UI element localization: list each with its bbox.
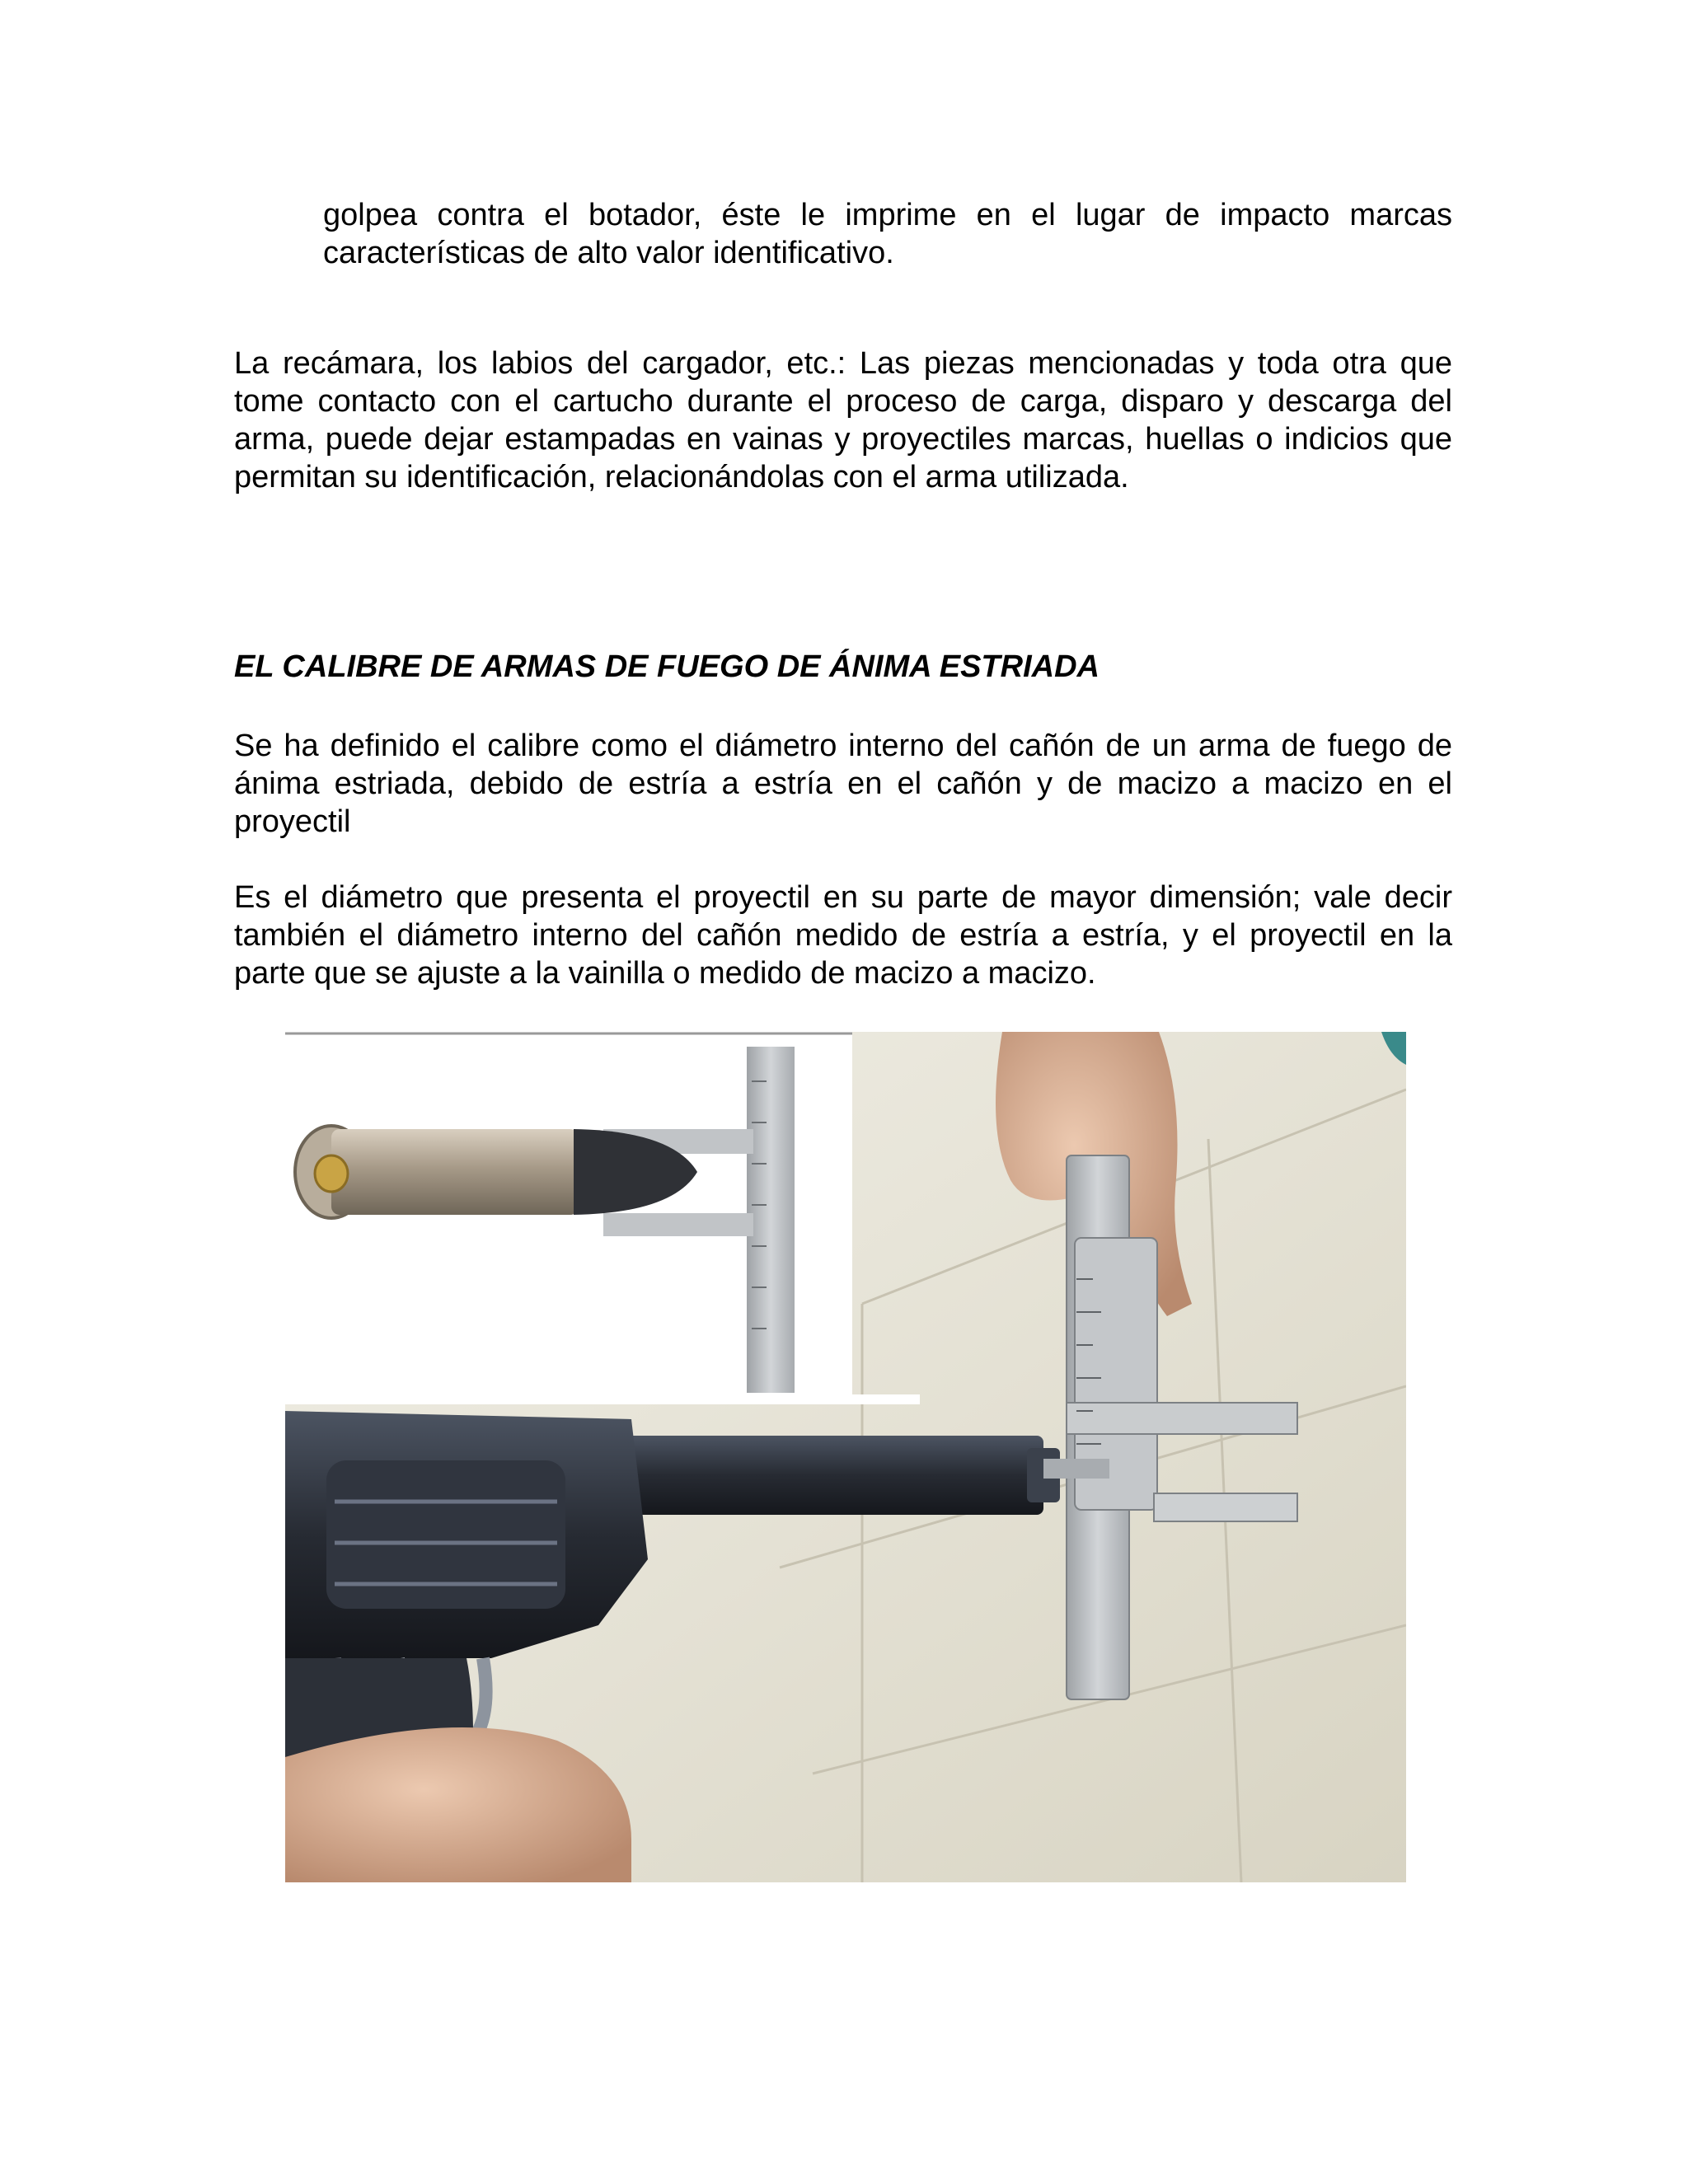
primer <box>315 1155 348 1192</box>
cartridge-case <box>331 1129 579 1215</box>
paragraph-recamara: La recámara, los labios del cargador, etc.: Las piezas mencionadas y toda otra que tome contacto con el cartucho durante el proceso de carga, disparo y descarga del arma, puede dejar estampadas en vainas y proyectiles marcas, huellas o indicios que permitan su identificación, relacionándolas con el arma utilizada. <box>234 346 1452 494</box>
paragraph-diameter: Es el diámetro que presenta el proyectil en su parte de mayor dimensión; vale decir también el diámetro interno del cañón medido de estría a estría, y el proyectil en la parte que se ajuste a la vainilla o medido de macizo a macizo. <box>234 880 1452 991</box>
caliper-measurement-photo <box>285 1032 1406 1882</box>
section-heading: EL CALIBRE DE ARMAS DE FUEGO DE ÁNIMA ESTRIADA <box>234 649 1100 684</box>
paragraph-indented: golpea contra el botador, éste le imprime en el lugar de impacto marcas características de alto valor identificativo. <box>323 198 1452 270</box>
paragraph-definition: Se ha definido el calibre como el diámetro interno del cañón de un arma de fuego de ánima estriada, debido de estría a estría en el cañón y de macizo a macizo en el proyectil <box>234 729 1452 839</box>
cartridge-inset <box>285 1032 852 1394</box>
